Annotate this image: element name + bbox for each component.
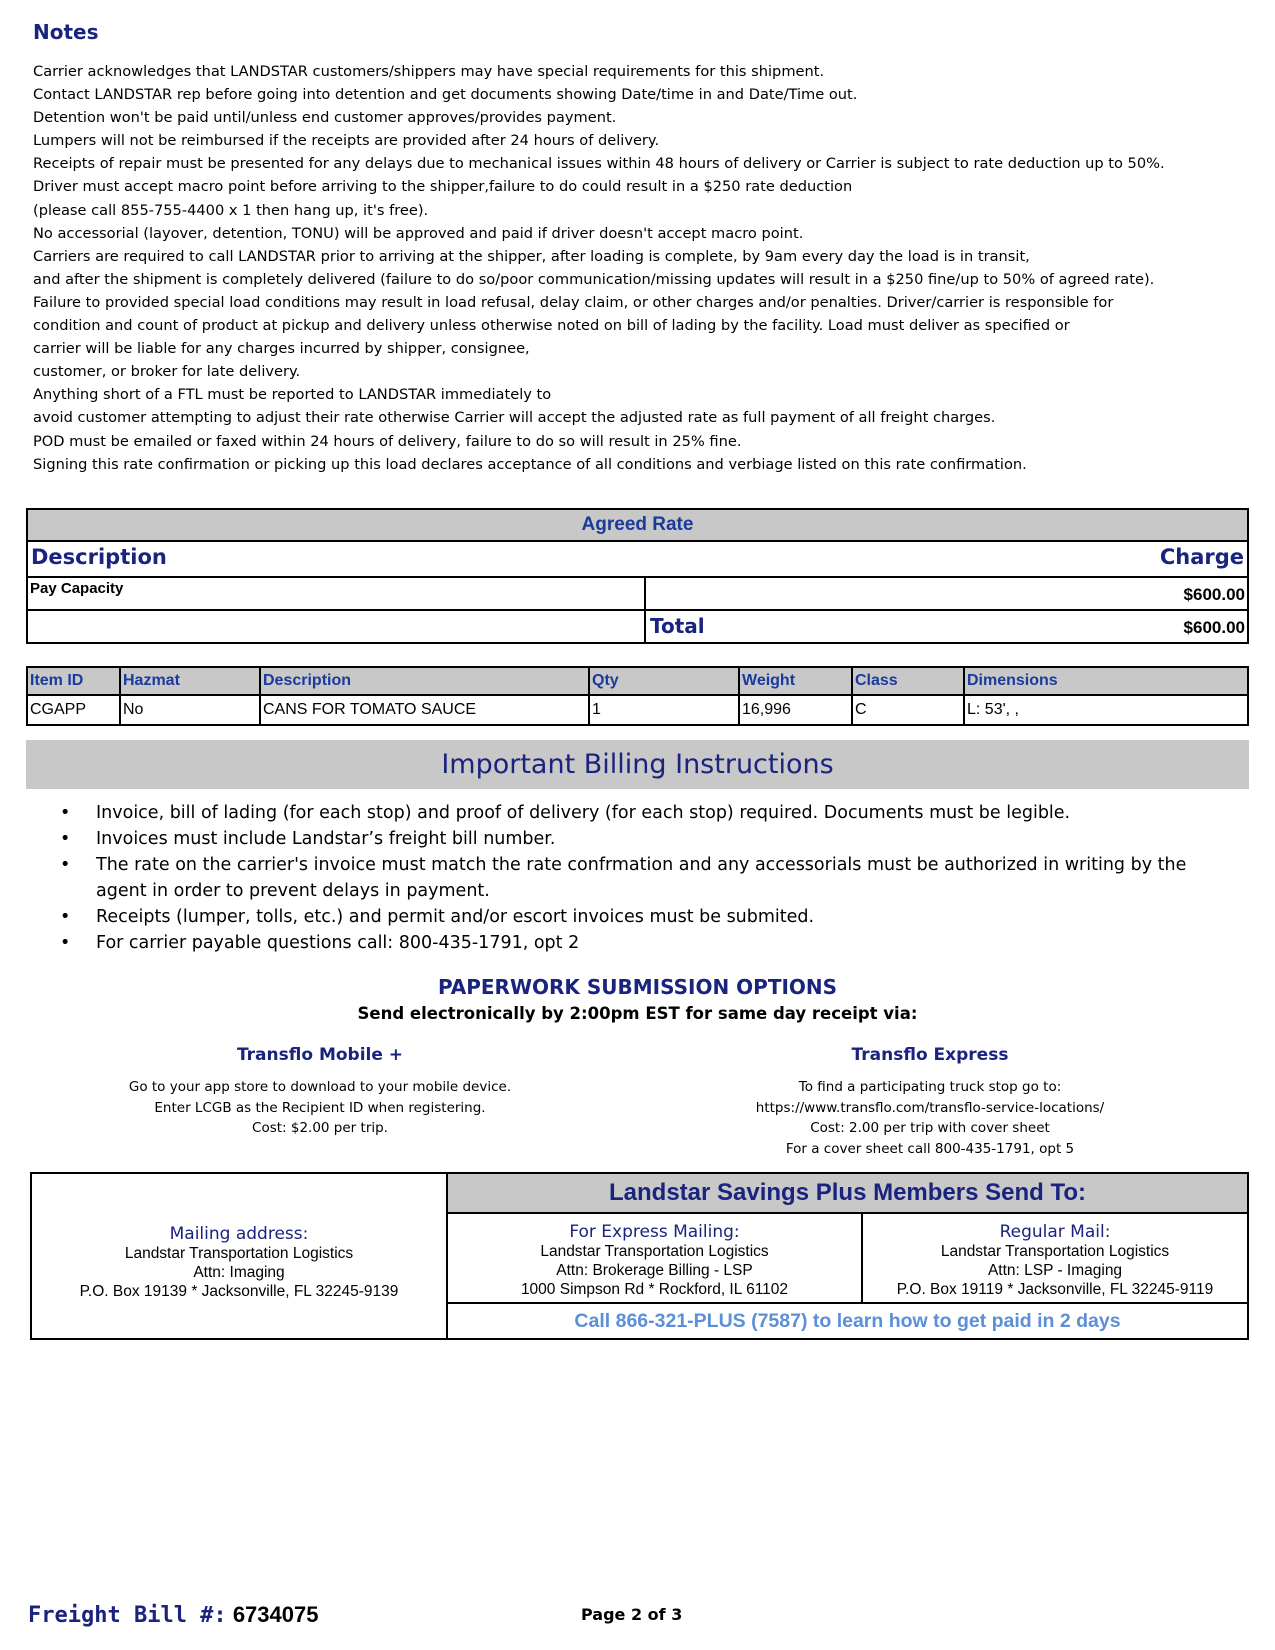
description-header: Description (31, 545, 167, 569)
table-cell: 1 (589, 695, 739, 725)
text-line: To find a participating truck stop go to: (798, 1079, 1062, 1095)
notes-line: Carrier acknowledges that LANDSTAR customers/shippers may have special requirements for this shipment. (33, 63, 825, 80)
table-cell: L: 53', , (964, 695, 1248, 725)
notes-line: Lumpers will not be reimbursed if the receipts are provided after 24 hours of delivery. (33, 132, 660, 150)
address-line: Landstar Transportation Logistics (124, 1245, 354, 1262)
address-line: Attn: LSP - Imaging (987, 1262, 1123, 1279)
notes-line: Driver must accept macro point before arriving to the shipper,failure to do could result in a $250 rate deduction (33, 178, 853, 196)
bullet-text: Receipts (lumper, tolls, etc.) and permit and/or escort invoices must be submited. (96, 907, 815, 927)
bullet-text: Invoices must include Landstar’s freight bill number. (96, 829, 556, 849)
paperwork-title: PAPERWORK SUBMISSION OPTIONS (437, 975, 838, 999)
notes-line: Carriers are required to call LANDSTAR prior to arriving at the shipper, after loading is complete, by 9am every day the load is in transit, (33, 247, 1030, 265)
total-label: Total (650, 614, 705, 638)
agreed-rate-title: Agreed Rate (28, 510, 1247, 542)
table-cell: C (852, 695, 964, 725)
column-header: Class (852, 667, 964, 695)
express-mailing-section (448, 1214, 863, 1304)
notes-line: Contact LANDSTAR rep before going into detention and get documents showing Date/time in and Date/Time out. (33, 86, 858, 104)
list-item (60, 930, 1240, 956)
paperwork-subtitle: Send electronically by 2:00pm EST for same day receipt via: (357, 1004, 918, 1023)
rate-total-row (28, 611, 1247, 642)
transflo-mobile-title: Transflo Mobile + (236, 1045, 404, 1065)
page-number: Page 2 of 3 (581, 1605, 683, 1624)
mailing-address-text (32, 1244, 446, 1301)
text-line: https://www.transflo.com/transflo-service-locations/ (755, 1099, 1105, 1116)
table-cell: 16,996 (739, 695, 852, 725)
bullet-icon: • (60, 933, 71, 953)
notes-line: Signing this rate confirmation or picking up this load declares acceptance of all conditions and verbiage listed on this rate confirmation. (33, 455, 1027, 473)
address-line: P.O. Box 19139 * Jacksonville, FL 32245-9139 (79, 1283, 399, 1300)
savings-plus-call-text: Call 866-321-PLUS (7587) to learn how to get paid in 2 days (574, 1310, 1121, 1332)
address-line: 1000 Simpson Rd * Rockford, IL 61102 (520, 1281, 789, 1298)
column-header: Item ID (27, 667, 120, 695)
notes-line: avoid customer attempting to adjust their rate otherwise Carrier will accept the adjusted rate as full payment of all freight charges. (33, 409, 996, 427)
address-line: P.O. Box 19119 * Jacksonville, FL 32245-9119 (896, 1281, 1214, 1298)
table-cell: No (120, 695, 260, 725)
notes-line: POD must be emailed or faxed within 24 hours of delivery, failure to do so will result in 25% fine. (33, 432, 742, 450)
bullet-icon: • (60, 803, 71, 823)
items-header-row (27, 667, 1248, 695)
notes-line: and after the shipment is completely delivered (failure to do so/poor communication/missing updates will result in a $250 fine/up to 50% of agreed rate). (33, 270, 1155, 288)
notes-line: Failure to provided special load conditions may result in load refusal, delay claim, or other charges and/or penalties. Driver/carrier is responsible for (33, 293, 1114, 311)
rate-line-description: Pay Capacity (30, 580, 124, 597)
column-divider (644, 578, 646, 609)
rate-line-amount: $600.00 (1183, 585, 1245, 604)
notes-body (33, 60, 1248, 476)
regular-mail-title: Regular Mail: (999, 1222, 1111, 1242)
list-item (60, 826, 1240, 852)
notes-line: condition and count of product at pickup and delivery unless otherwise noted on bill of lading by the facility. Load must deliver as specified or (33, 317, 1070, 335)
mailing-address-section (32, 1174, 448, 1338)
notes-line: Receipts of repair must be presented for any delays due to mechanical issues within 48 hours of delivery or Carrier is subject to rate deduction up to 50%. (33, 155, 1165, 173)
list-item (60, 852, 1240, 904)
agreed-rate-header-row (28, 542, 1247, 578)
text-line: Go to your app store to download to your mobile device. (128, 1079, 512, 1095)
agreed-rate-table (26, 508, 1249, 644)
billing-instructions-title: Important Billing Instructions (26, 740, 1249, 789)
notes-line: Detention won't be paid until/unless end customer approves/provides payment. (33, 109, 617, 127)
mailing-box (30, 1172, 1249, 1340)
text-line: Enter LCGB as the Recipient ID when registering. (154, 1099, 486, 1116)
table-cell: CANS FOR TOMATO SAUCE (260, 695, 589, 725)
text-line: Cost: 2.00 per trip with cover sheet (810, 1120, 1050, 1136)
freight-bill (28, 1602, 318, 1628)
bullet-icon: • (60, 829, 71, 849)
transflo-mobile-section (60, 1045, 580, 1139)
address-line: Landstar Transportation Logistics (540, 1243, 769, 1260)
text-line: For a cover sheet call 800-435-1791, opt 5 (785, 1140, 1075, 1157)
notes-line: (please call 855-755-4400 x 1 then hang up, it's free). (33, 201, 429, 219)
express-mailing-title: For Express Mailing: (569, 1222, 740, 1242)
bullet-text: The rate on the carrier's invoice must match the rate confrmation and any accessorials must be authorized in writing by the agent in order to prevent delays in payment. (96, 855, 1187, 901)
address-line: Attn: Imaging (193, 1264, 285, 1281)
text-line: Cost: $2.00 per trip. (252, 1120, 388, 1136)
list-item (60, 800, 1240, 826)
total-amount: $600.00 (1183, 618, 1245, 637)
transflo-express-section (680, 1045, 1180, 1159)
notes-line: No accessorial (layover, detention, TONU) will be approved and paid if driver doesn't accept macro point. (33, 224, 804, 242)
address-line: Attn: Brokerage Billing - LSP (556, 1262, 753, 1279)
freight-bill-label: Freight Bill #: (28, 1603, 227, 1628)
rate-line-row (28, 578, 1247, 611)
bullet-icon: • (60, 855, 71, 875)
bullet-text: Invoice, bill of lading (for each stop) and proof of delivery (for each stop) required. Documents must be legible. (96, 803, 1071, 823)
regular-mail-text (863, 1242, 1247, 1299)
savings-plus-header: Landstar Savings Plus Members Send To: (448, 1174, 1247, 1214)
charge-header: Charge (1159, 545, 1244, 569)
table-row (27, 695, 1248, 725)
notes-line: carrier will be liable for any charges incurred by shipper, consignee, (33, 340, 530, 358)
column-header: Weight (739, 667, 852, 695)
notes-line: customer, or broker for late delivery. (33, 363, 301, 381)
table-cell: CGAPP (27, 695, 120, 725)
freight-bill-number: 6734075 (232, 1602, 319, 1627)
notes-line: Anything short of a FTL must be reported to LANDSTAR immediately to (33, 386, 552, 404)
column-divider (644, 611, 646, 642)
regular-mail-section (863, 1214, 1247, 1304)
billing-bullets (60, 800, 1240, 956)
column-header: Dimensions (964, 667, 1248, 695)
items-table (26, 666, 1249, 726)
list-item (60, 904, 1240, 930)
transflo-express-text (680, 1077, 1180, 1159)
notes-title: Notes (33, 20, 99, 44)
bullet-text: For carrier payable questions call: 800-435-1791, opt 2 (96, 933, 580, 953)
transflo-express-title: Transflo Express (851, 1045, 1009, 1065)
address-line: Landstar Transportation Logistics (940, 1243, 1170, 1260)
column-header: Description (260, 667, 589, 695)
mailing-address-title: Mailing address: (169, 1224, 309, 1244)
column-header: Qty (589, 667, 739, 695)
transflo-mobile-text (60, 1077, 580, 1139)
express-mailing-text (448, 1242, 861, 1299)
bullet-icon: • (60, 907, 71, 927)
column-header: Hazmat (120, 667, 260, 695)
